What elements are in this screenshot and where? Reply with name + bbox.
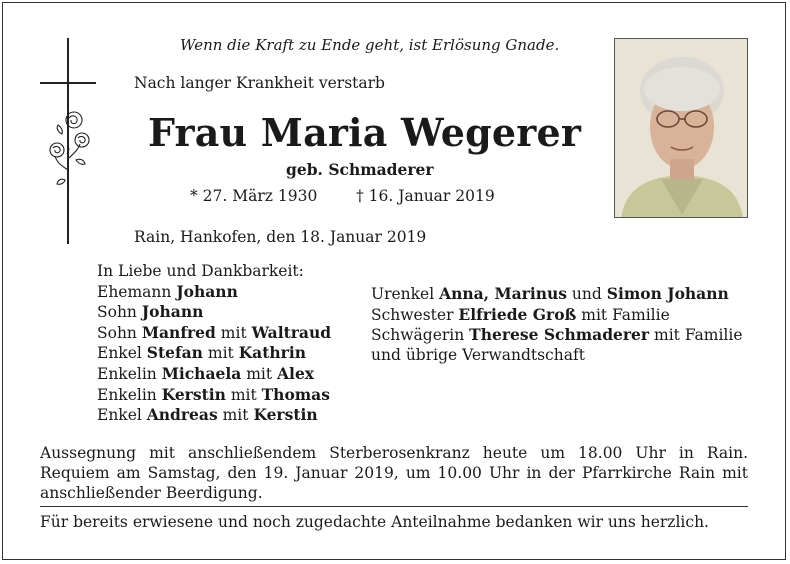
mourner-text: Ehemann bbox=[97, 282, 177, 301]
mourner-name: Stefan bbox=[146, 343, 203, 363]
mourner-line bbox=[97, 364, 331, 385]
mourner-text: Enkelin bbox=[97, 364, 162, 383]
mourner-name: Simon Johann bbox=[606, 284, 729, 303]
mourner-name: Kathrin bbox=[238, 343, 306, 363]
mourner-line bbox=[371, 346, 743, 366]
mourner-line bbox=[371, 325, 743, 346]
mourner-text: und bbox=[567, 285, 607, 303]
born-name: geb. Schmaderer bbox=[286, 160, 434, 179]
mourner-line bbox=[97, 343, 331, 364]
place-date: Rain, Hankofen, den 18. Januar 2019 bbox=[134, 228, 427, 246]
mourner-text: Schwester bbox=[371, 305, 459, 324]
mourner-name: Thomas bbox=[261, 384, 330, 404]
intro-text: Nach langer Krankheit verstarb bbox=[134, 74, 385, 92]
service-notice: Aussegnung mit anschließendem Sterberosenkranz heute um 18.00 Uhr in Rain. Requiem am Samstag, den 19. Januar 2019, um 10.00 Uhr in der Pfarrkirche Rain mit anschließender Beerdigung. bbox=[40, 444, 748, 502]
mourner-line bbox=[97, 262, 331, 282]
cross-bar bbox=[40, 82, 96, 84]
divider bbox=[40, 506, 748, 507]
mourner-text: In Liebe und Dankbarkeit: bbox=[97, 262, 304, 280]
mourner-name: Elfriede Groß bbox=[458, 304, 577, 324]
mourner-text: mit Familie bbox=[649, 326, 743, 345]
mourner-text: Sohn bbox=[97, 303, 142, 322]
mourner-line bbox=[97, 282, 331, 303]
mourner-name: Johann bbox=[141, 302, 204, 322]
mourner-text: mit Familie bbox=[576, 305, 670, 324]
thanks-text: Für bereits erwiesene und noch zugedachte Anteilnahme bedanken wir uns herzlich. bbox=[40, 513, 709, 531]
mourners-right bbox=[371, 284, 743, 365]
deceased-name: Frau Maria Wegerer bbox=[148, 110, 582, 155]
mourner-name: Manfred bbox=[141, 322, 216, 342]
mourner-name: Kerstin bbox=[253, 405, 318, 425]
mourner-text: Enkel bbox=[97, 344, 147, 363]
mourner-line bbox=[371, 284, 743, 305]
mourner-line bbox=[97, 405, 331, 426]
portrait-illustration bbox=[615, 39, 748, 218]
mourner-text: Enkel bbox=[97, 406, 147, 425]
mourner-text: Schwägerin bbox=[371, 326, 470, 345]
mourner-text: mit bbox=[202, 344, 239, 363]
birth-date: * 27. März 1930 bbox=[190, 187, 318, 205]
mourner-line bbox=[97, 385, 331, 406]
mourners-left bbox=[97, 262, 331, 426]
portrait-photo bbox=[614, 38, 748, 218]
motto: Wenn die Kraft zu Ende geht, ist Erlösung Gnade. bbox=[180, 36, 560, 54]
mourner-text: Urenkel bbox=[371, 285, 440, 303]
mourner-text: mit bbox=[241, 364, 278, 383]
rose-icon bbox=[48, 108, 94, 200]
mourner-name: Waltraud bbox=[251, 322, 332, 342]
mourner-name: Therese Schmaderer bbox=[469, 325, 650, 345]
mourner-line bbox=[371, 305, 743, 326]
mourner-text: mit bbox=[217, 406, 254, 425]
mourner-name: Andreas bbox=[146, 405, 218, 425]
mourner-text: und übrige Verwandtschaft bbox=[371, 345, 585, 364]
mourner-name: Kerstin bbox=[161, 384, 226, 404]
mourner-name: Michaela bbox=[161, 363, 242, 383]
mourner-name: Anna, Marinus bbox=[439, 284, 567, 303]
mourner-name: Johann bbox=[176, 281, 238, 301]
mourner-text: mit bbox=[215, 323, 252, 342]
mourner-line bbox=[97, 323, 331, 344]
mourner-line bbox=[97, 302, 331, 323]
death-date: † 16. Januar 2019 bbox=[356, 187, 495, 205]
mourner-text: Enkelin bbox=[97, 385, 162, 404]
mourner-text: mit bbox=[225, 385, 262, 404]
mourner-name: Alex bbox=[277, 363, 315, 383]
mourner-text: Sohn bbox=[97, 323, 142, 342]
